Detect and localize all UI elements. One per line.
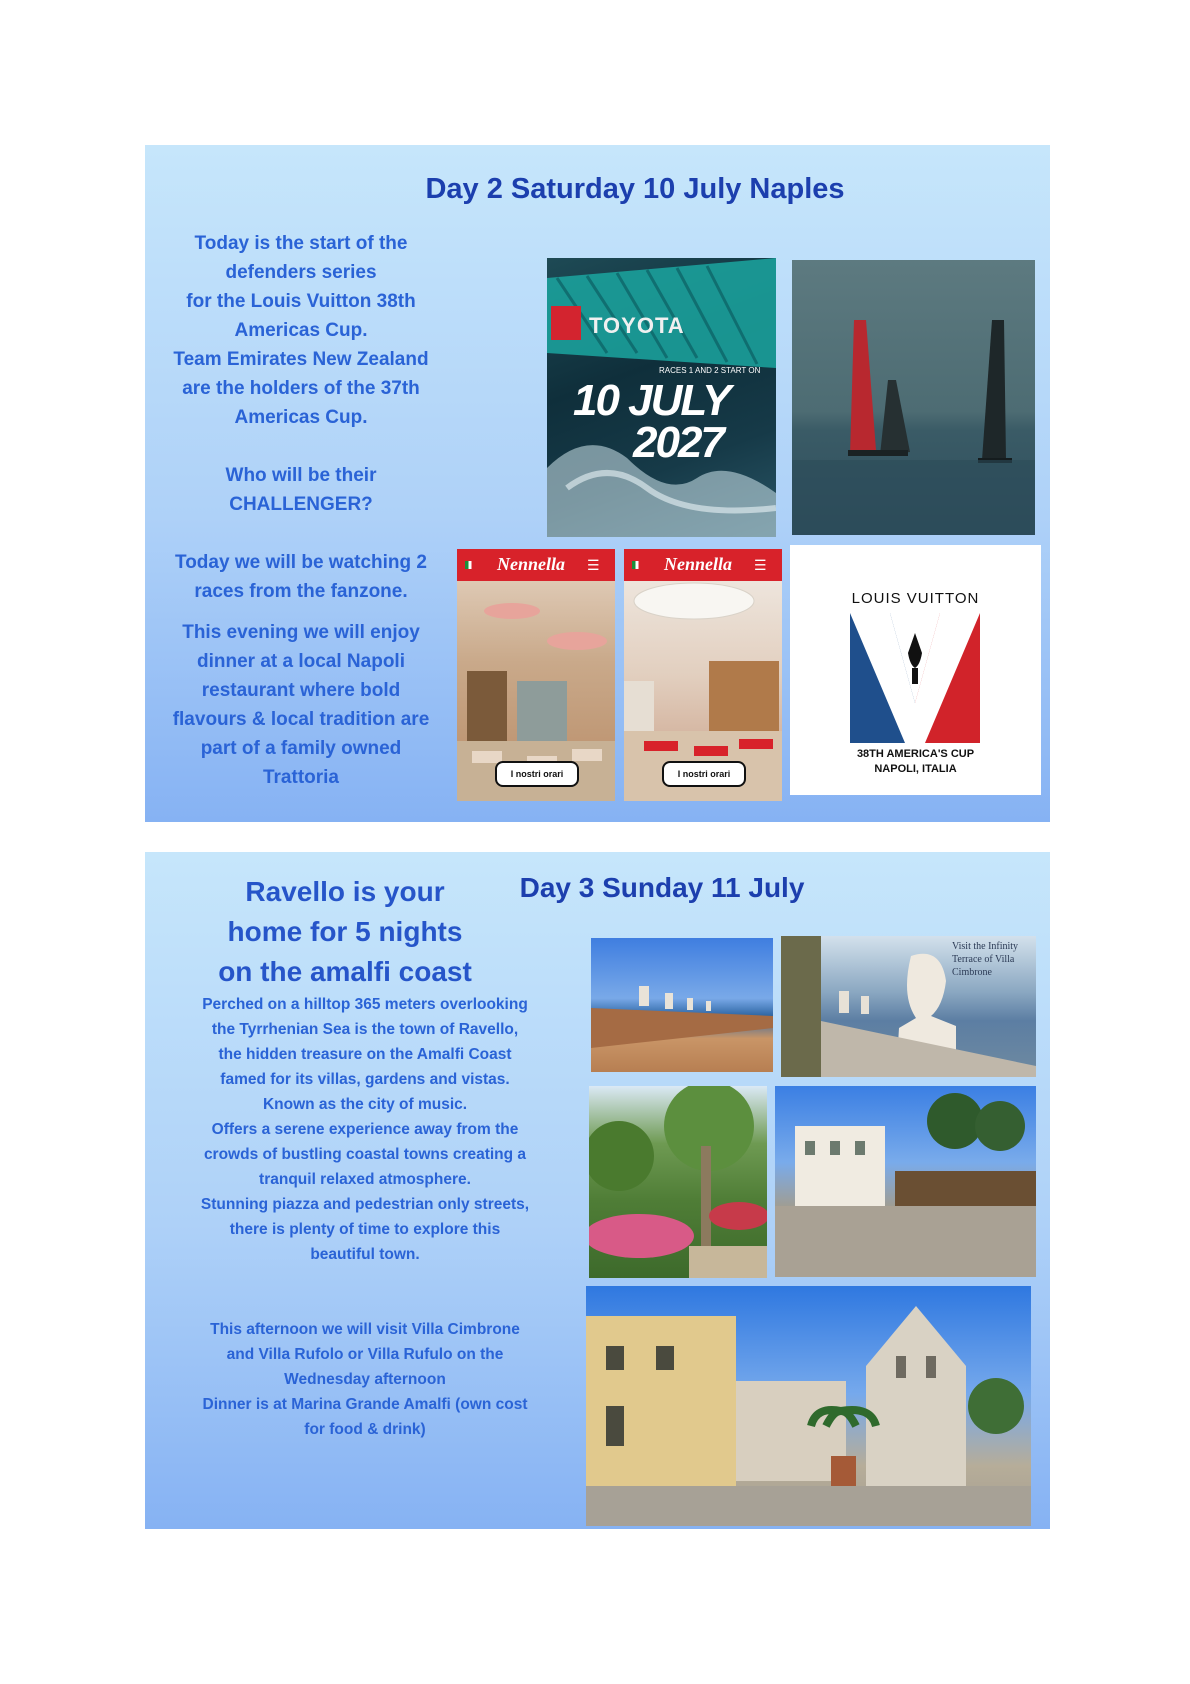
slide2-title: Day 3 Sunday 11 July	[519, 872, 805, 903]
poster-brand: TOYOTA	[589, 313, 685, 338]
text-line: Known as the city of music.	[262, 1096, 468, 1113]
text-line: famed for its villas, gardens and vistas.	[220, 1071, 510, 1088]
text-line: tranquil relaxed atmosphere.	[259, 1171, 471, 1188]
garden-flowers-graphic	[589, 1086, 767, 1278]
logo-v-emblem	[850, 613, 980, 743]
text-line: for food & drink)	[304, 1421, 426, 1438]
text-line: Offers a serene experience away from the	[211, 1121, 519, 1138]
text-line: This evening we will enjoy	[182, 622, 420, 643]
text-line: Team Emirates New Zealand	[173, 349, 429, 370]
text-line: Americas Cup.	[234, 407, 368, 428]
text-line: the hidden treasure on the Amalfi Coast	[218, 1046, 512, 1063]
garden-photo	[589, 1086, 767, 1278]
poster-date-line1: 10 JULY	[573, 376, 730, 425]
opening-hours-button[interactable]: I nostri orari	[662, 761, 746, 787]
text-line: on the amalfi coast	[218, 956, 472, 987]
text-line: restaurant where bold	[201, 680, 401, 701]
flag-icon	[465, 561, 475, 569]
text-line: for the Louis Vuitton 38th	[186, 291, 416, 312]
yacht-sails-graphic	[792, 260, 1035, 535]
text-line: defenders series	[225, 262, 377, 283]
menu-icon: ☰	[754, 557, 767, 573]
text-line: Perched on a hilltop 365 meters overlooking	[202, 996, 528, 1013]
text-line	[159, 432, 443, 461]
text-line: are the holders of the 37th	[182, 378, 420, 399]
villa-cimbrone-caption: Visit the Infinity Terrace of Villa Cimbrone	[952, 941, 1019, 978]
poster-small-text: RACES 1 AND 2 START ON	[659, 366, 761, 375]
restaurant-name: Nennella	[497, 554, 566, 574]
slide2-ravello-text	[175, 992, 555, 1267]
text-line: Today we will be watching 2	[175, 552, 427, 573]
flag-icon	[632, 561, 642, 569]
slide2-heading	[175, 872, 515, 992]
racing-yachts-photo	[792, 260, 1035, 535]
restaurant-photo-2	[624, 549, 782, 801]
logo-brand: LOUIS VUITTON	[851, 590, 980, 607]
text-line	[159, 519, 443, 548]
text-line: flavours & local tradition are	[172, 709, 430, 730]
infinity-terrace-photo-2	[781, 936, 1036, 1077]
piazza-buildings-graphic	[775, 1086, 1036, 1277]
slide1-dinner-text	[159, 618, 443, 792]
text-line: and Villa Rufolo or Villa Rufulo on the	[226, 1346, 504, 1363]
menu-icon: ☰	[587, 557, 600, 573]
infinity-terrace-photo-1	[591, 938, 773, 1072]
text-line: Stunning piazza and pedestrian only streets,	[200, 1196, 530, 1213]
restaurant-photo-1	[457, 549, 615, 801]
terrace-statues-graphic	[591, 938, 773, 1072]
opening-hours-button[interactable]: I nostri orari	[495, 761, 579, 787]
slide-day-3	[145, 852, 1050, 1529]
text-line: Dinner is at Marina Grande Amalfi (own cost	[202, 1396, 528, 1413]
text-line: beautiful town.	[310, 1246, 420, 1263]
text-line: races from the fanzone.	[194, 581, 408, 602]
slide2-afternoon-text	[175, 1317, 555, 1442]
slide1-title: Day 2 Saturday 10 July Naples	[425, 173, 845, 205]
logo-line2: NAPOLI, ITALIA	[874, 763, 957, 775]
text-line: the Tyrrhenian Sea is the town of Ravello,	[211, 1021, 519, 1038]
restaurant-name: Nennella	[664, 554, 733, 574]
duomo-buildings-graphic	[586, 1286, 1031, 1526]
slide-day-2	[145, 145, 1050, 822]
text-line: Wednesday afternoon	[284, 1371, 446, 1388]
logo-line1: 38TH AMERICA'S CUP	[856, 748, 975, 760]
text-line: Americas Cup.	[234, 320, 368, 341]
louis-vuitton-americas-cup-logo	[790, 545, 1041, 795]
text-line: CHALLENGER?	[229, 494, 373, 515]
text-line: crowds of bustling coastal towns creating a	[203, 1146, 527, 1163]
poster-date-line2: 2027	[633, 418, 723, 467]
america-cup-poster-photo	[547, 258, 776, 537]
text-line: dinner at a local Napoli	[197, 651, 405, 672]
text-line: home for 5 nights	[227, 916, 463, 947]
text-line: Ravello is your	[245, 876, 445, 907]
text-line: Trattoria	[262, 767, 340, 788]
text-line: Who will be their	[225, 465, 377, 486]
piazza-photo	[775, 1086, 1036, 1277]
text-line: This afternoon we will visit Villa Cimbrone	[210, 1321, 520, 1338]
text-line: Today is the start of the	[194, 233, 408, 254]
slide1-intro-text	[159, 229, 443, 606]
text-line: part of a family owned	[200, 738, 402, 759]
text-line: there is plenty of time to explore this	[229, 1221, 501, 1238]
ravello-duomo-square-photo	[586, 1286, 1031, 1526]
